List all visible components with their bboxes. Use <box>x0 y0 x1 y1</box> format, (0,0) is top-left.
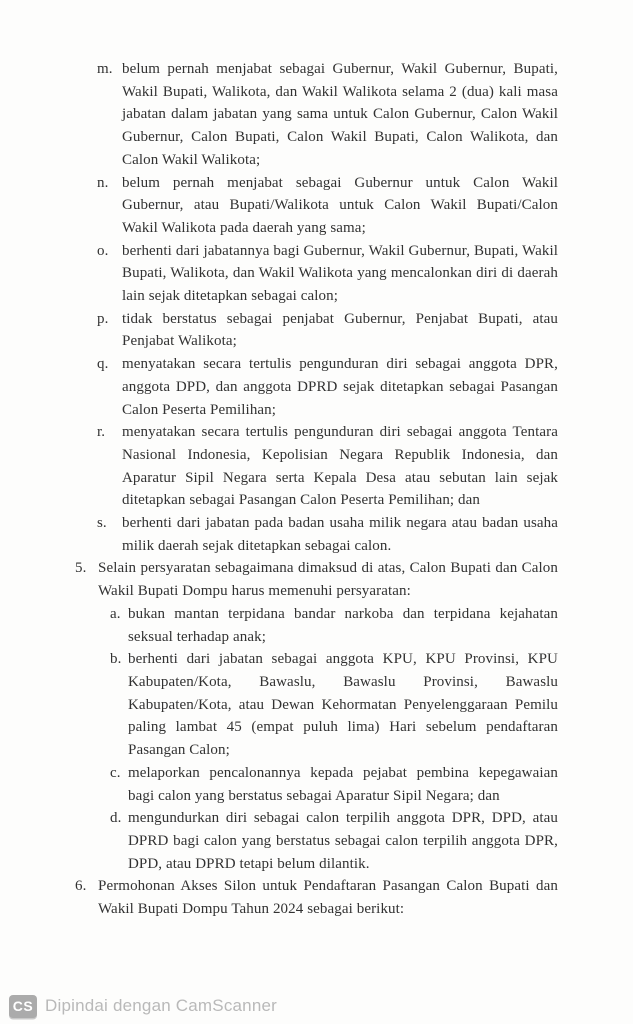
list-marker: c. <box>110 764 121 781</box>
list-item-r <box>97 421 558 512</box>
list-item-o <box>97 240 558 308</box>
list-item-5d <box>110 807 558 875</box>
list-item-5 <box>75 557 558 875</box>
list-item-n <box>97 172 558 240</box>
document-body <box>0 58 633 921</box>
list-item-5c <box>110 762 558 807</box>
list-item-text: berhenti dari jabatan pada badan usaha milik negara atau badan usaha milik daerah sejak ditetapkan sebagai calon. <box>122 515 558 554</box>
list-item-text: Permohonan Akses Silon untuk Pendaftaran Pasangan Calon Bupati dan Wakil Bupati Dompu Tahun 2024 sebagai berikut: <box>98 878 558 918</box>
list-item-text: tidak berstatus sebagai penjabat Gubernur, Penjabat Bupati, atau Penjabat Walikota; <box>122 310 558 350</box>
list-marker: 5. <box>75 560 87 577</box>
list-item-text: menyatakan secara tertulis pengunduran diri sebagai anggota Tentara Nasional Indonesia, Kepolisian Negara Republik Indonesia, dan Aparatur Sipil Negara serta Kepala Desa atau sebutan lain sejak ditetapkan sebagai Pasangan Calon Peserta Pemilihan; dan <box>122 424 558 509</box>
list-item-5b <box>110 648 558 762</box>
list-marker: 6. <box>75 878 87 895</box>
list-item-q <box>97 353 558 421</box>
list-item-text: Selain persyaratan sebagaimana dimaksud di atas, Calon Bupati dan Calon Wakil Bupati Dompu harus memenuhi persyaratan: <box>98 560 558 600</box>
sub-list-a-to-d <box>110 603 558 875</box>
list-item-m <box>97 58 558 172</box>
camscanner-footer <box>9 994 277 1018</box>
camscanner-watermark-text: Dipindai dengan CamScanner <box>45 996 278 1015</box>
list-item-p <box>97 308 558 353</box>
list-marker: m. <box>97 61 113 77</box>
list-marker: b. <box>110 651 122 668</box>
camscanner-icon: CS <box>9 995 37 1018</box>
list-marker: n. <box>97 174 109 191</box>
list-item-s <box>97 512 558 557</box>
list-marker: o. <box>97 242 109 259</box>
list-marker: p. <box>97 310 109 327</box>
list-item-text: berhenti dari jabatan sebagai anggota KPU, KPU Provinsi, KPU Kabupaten/Kota, Bawaslu, Bawaslu Provinsi, Bawaslu Kabupaten/Kota, atau Dewan Kehormatan Penyelenggaraan Pemilu paling lambat 45 (empat puluh lima) Hari sebelum pendaftaran Pasangan Calon; <box>128 651 558 759</box>
list-item-text: melaporkan pencalonannya kepada pejabat pembina kepegawaian bagi calon yang berstatus sebagai Aparatur Sipil Negara; dan <box>128 764 558 804</box>
list-item-text: berhenti dari jabatannya bagi Gubernur, Wakil Gubernur, Bupati, Wakil Bupati, Walikota, dan Wakil Walikota yang mencalonkan diri di daerah lain sejak ditetapkan sebagai calon; <box>122 242 558 305</box>
list-marker: r. <box>97 424 106 441</box>
list-item-text: mengundurkan diri sebagai calon terpilih anggota DPR, DPD, atau DPRD bagi calon yang berstatus sebagai calon terpilih anggota DPR, DPD, atau DPRD tetapi belum dilantik. <box>128 810 558 872</box>
list-item-text: bukan mantan terpidana bandar narkoba dan terpidana kejahatan seksual terhadap anak; <box>128 605 558 645</box>
list-item-5a <box>110 603 558 648</box>
list-item-text: belum pernah menjabat sebagai Gubernur, Wakil Gubernur, Bupati, Wakil Bupati, Walikota, dan Wakil Walikota selama 2 (dua) kali masa jabatan dalam jabatan yang sama untuk Calon Gubernur, Calon Wakil Gubernur, Calon Bupati, Calon Wakil Bupati, Calon Walikota, dan Calon Wakil Walikota; <box>122 61 558 168</box>
lettered-list-m-to-s <box>0 58 633 557</box>
list-marker: d. <box>110 810 122 827</box>
list-marker: s. <box>97 515 107 532</box>
list-item-6 <box>75 875 558 920</box>
list-marker: a. <box>110 605 121 622</box>
list-item-text: belum pernah menjabat sebagai Gubernur untuk Calon Wakil Gubernur, atau Bupati/Walikota untuk Calon Wakil Bupati/Calon Wakil Walikota pada daerah yang sama; <box>122 174 558 236</box>
numbered-list <box>0 557 633 920</box>
list-item-text: menyatakan secara tertulis pengunduran diri sebagai anggota DPR, anggota DPD, dan anggota DPRD sejak ditetapkan sebagai Pasangan Calon Peserta Pemilihan; <box>122 356 558 418</box>
list-marker: q. <box>97 356 109 373</box>
